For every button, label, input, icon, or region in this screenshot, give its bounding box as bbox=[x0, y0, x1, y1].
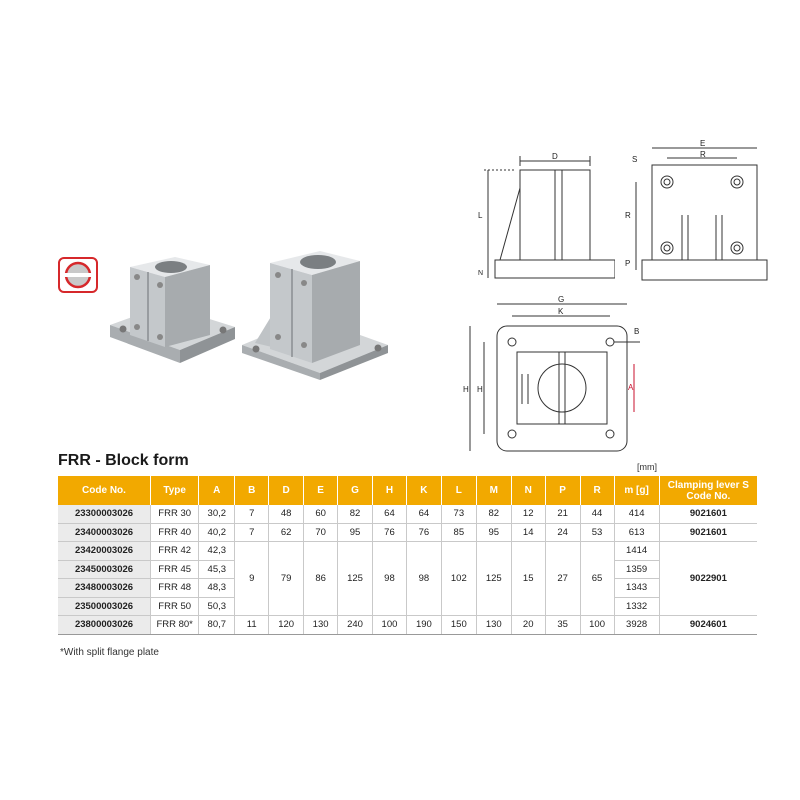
table-row bbox=[58, 505, 757, 523]
cell-r-merged: 65 bbox=[580, 542, 614, 616]
cell-g: 240 bbox=[338, 616, 373, 635]
cell-h: 64 bbox=[373, 505, 407, 523]
cell-k: 76 bbox=[406, 523, 441, 542]
col-header: P bbox=[545, 476, 580, 505]
cell-code: 23300003026 bbox=[58, 505, 151, 523]
cell-d-merged: 79 bbox=[269, 542, 304, 616]
cell-l: 85 bbox=[441, 523, 476, 542]
cell-clamp: 9024601 bbox=[659, 616, 757, 635]
cell-p: 24 bbox=[545, 523, 580, 542]
cell-n-merged: 15 bbox=[511, 542, 545, 616]
cell-type: FRR 45 bbox=[151, 560, 199, 579]
cell-l-merged: 102 bbox=[441, 542, 476, 616]
footnote: *With split flange plate bbox=[60, 647, 159, 658]
cell-code: 23400003026 bbox=[58, 523, 151, 542]
product-photo-frr-small bbox=[105, 255, 240, 375]
cell-code: 23450003026 bbox=[58, 560, 151, 579]
cell-k-merged: 98 bbox=[406, 542, 441, 616]
table-header-row bbox=[58, 476, 757, 505]
cell-m: 82 bbox=[476, 505, 511, 523]
drawing-plan-view bbox=[462, 294, 652, 464]
label-k: K bbox=[558, 307, 564, 316]
cell-code: 23800003026 bbox=[58, 616, 151, 635]
cell-b: 7 bbox=[235, 523, 269, 542]
cell-l: 150 bbox=[441, 616, 476, 635]
cell-b: 7 bbox=[235, 505, 269, 523]
col-header: Code No. bbox=[58, 476, 151, 505]
label-r-side: R bbox=[625, 211, 631, 220]
col-header: B bbox=[235, 476, 269, 505]
label-a: A bbox=[628, 383, 634, 392]
col-header: H bbox=[373, 476, 407, 505]
label-s: S bbox=[632, 155, 638, 164]
cell-b-merged: 9 bbox=[235, 542, 269, 616]
label-d: D bbox=[552, 152, 558, 161]
cell-g: 82 bbox=[338, 505, 373, 523]
cell-d: 48 bbox=[269, 505, 304, 523]
cell-mass: 613 bbox=[614, 523, 659, 542]
round-tube-profile-icon bbox=[58, 257, 98, 293]
cell-clamp: 9021601 bbox=[659, 523, 757, 542]
cell-mass: 3928 bbox=[614, 616, 659, 635]
cell-d: 120 bbox=[269, 616, 304, 635]
cell-a: 40,2 bbox=[199, 523, 235, 542]
label-p: P bbox=[625, 259, 631, 268]
cell-m-merged: 125 bbox=[476, 542, 511, 616]
label-n: N bbox=[478, 270, 484, 277]
cell-a: 45,3 bbox=[199, 560, 235, 579]
cell-m: 95 bbox=[476, 523, 511, 542]
cell-mass: 414 bbox=[614, 505, 659, 523]
label-g: G bbox=[558, 295, 565, 304]
product-photo-frr-gusset bbox=[240, 245, 390, 380]
cell-type: FRR 48 bbox=[151, 579, 199, 598]
cell-code: 23500003026 bbox=[58, 597, 151, 616]
col-header: Type bbox=[151, 476, 199, 505]
col-header: D bbox=[269, 476, 304, 505]
cell-a: 42,3 bbox=[199, 542, 235, 561]
cell-h: 100 bbox=[373, 616, 407, 635]
cell-r: 44 bbox=[580, 505, 614, 523]
label-h-inner: H bbox=[477, 385, 483, 394]
cell-code: 23480003026 bbox=[58, 579, 151, 598]
col-header: K bbox=[406, 476, 441, 505]
cell-clamp: 9021601 bbox=[659, 505, 757, 523]
cell-d: 62 bbox=[269, 523, 304, 542]
table-row bbox=[58, 523, 757, 542]
cell-b: 11 bbox=[235, 616, 269, 635]
table-row bbox=[58, 542, 757, 561]
cell-e-merged: 86 bbox=[304, 542, 338, 616]
cell-e: 130 bbox=[304, 616, 338, 635]
cell-h-merged: 98 bbox=[373, 542, 407, 616]
cell-type: FRR 30 bbox=[151, 505, 199, 523]
cell-code: 23420003026 bbox=[58, 542, 151, 561]
cell-e: 70 bbox=[304, 523, 338, 542]
table-row bbox=[58, 616, 757, 635]
cell-k: 64 bbox=[406, 505, 441, 523]
cell-type: FRR 50 bbox=[151, 597, 199, 616]
col-header: E bbox=[304, 476, 338, 505]
cell-mass: 1343 bbox=[614, 579, 659, 598]
col-header: R bbox=[580, 476, 614, 505]
label-b: B bbox=[634, 327, 640, 336]
cell-g: 95 bbox=[338, 523, 373, 542]
cell-g-merged: 125 bbox=[338, 542, 373, 616]
cell-mass: 1414 bbox=[614, 542, 659, 561]
col-header: Clamping lever S Code No. bbox=[659, 476, 757, 505]
cell-p: 21 bbox=[545, 505, 580, 523]
col-header: N bbox=[511, 476, 545, 505]
cell-clamp-merged: 9022901 bbox=[659, 542, 757, 616]
cell-e: 60 bbox=[304, 505, 338, 523]
cell-n: 14 bbox=[511, 523, 545, 542]
label-r-top: R bbox=[700, 150, 706, 159]
label-e: E bbox=[700, 139, 706, 148]
spec-table bbox=[58, 476, 757, 635]
cell-a: 48,3 bbox=[199, 579, 235, 598]
cell-p-merged: 27 bbox=[545, 542, 580, 616]
cell-a: 30,2 bbox=[199, 505, 235, 523]
col-header: m [g] bbox=[614, 476, 659, 505]
drawing-front-view bbox=[622, 130, 772, 290]
cell-r: 100 bbox=[580, 616, 614, 635]
cell-mass: 1332 bbox=[614, 597, 659, 616]
cell-type: FRR 80* bbox=[151, 616, 199, 635]
cell-l: 73 bbox=[441, 505, 476, 523]
cell-type: FRR 42 bbox=[151, 542, 199, 561]
label-l: L bbox=[478, 211, 483, 220]
cell-k: 190 bbox=[406, 616, 441, 635]
cell-a: 80,7 bbox=[199, 616, 235, 635]
cell-type: FRR 40 bbox=[151, 523, 199, 542]
col-header: L bbox=[441, 476, 476, 505]
cell-a: 50,3 bbox=[199, 597, 235, 616]
cell-n: 12 bbox=[511, 505, 545, 523]
cell-n: 20 bbox=[511, 616, 545, 635]
col-header: G bbox=[338, 476, 373, 505]
cell-mass: 1359 bbox=[614, 560, 659, 579]
cell-m: 130 bbox=[476, 616, 511, 635]
cell-h: 76 bbox=[373, 523, 407, 542]
unit-label: [mm] bbox=[637, 462, 657, 472]
cell-p: 35 bbox=[545, 616, 580, 635]
cell-r: 53 bbox=[580, 523, 614, 542]
col-header: M bbox=[476, 476, 511, 505]
label-h-outer: H bbox=[463, 385, 469, 394]
col-header: A bbox=[199, 476, 235, 505]
section-title: FRR - Block form bbox=[58, 452, 189, 469]
drawing-side-view bbox=[470, 148, 615, 293]
